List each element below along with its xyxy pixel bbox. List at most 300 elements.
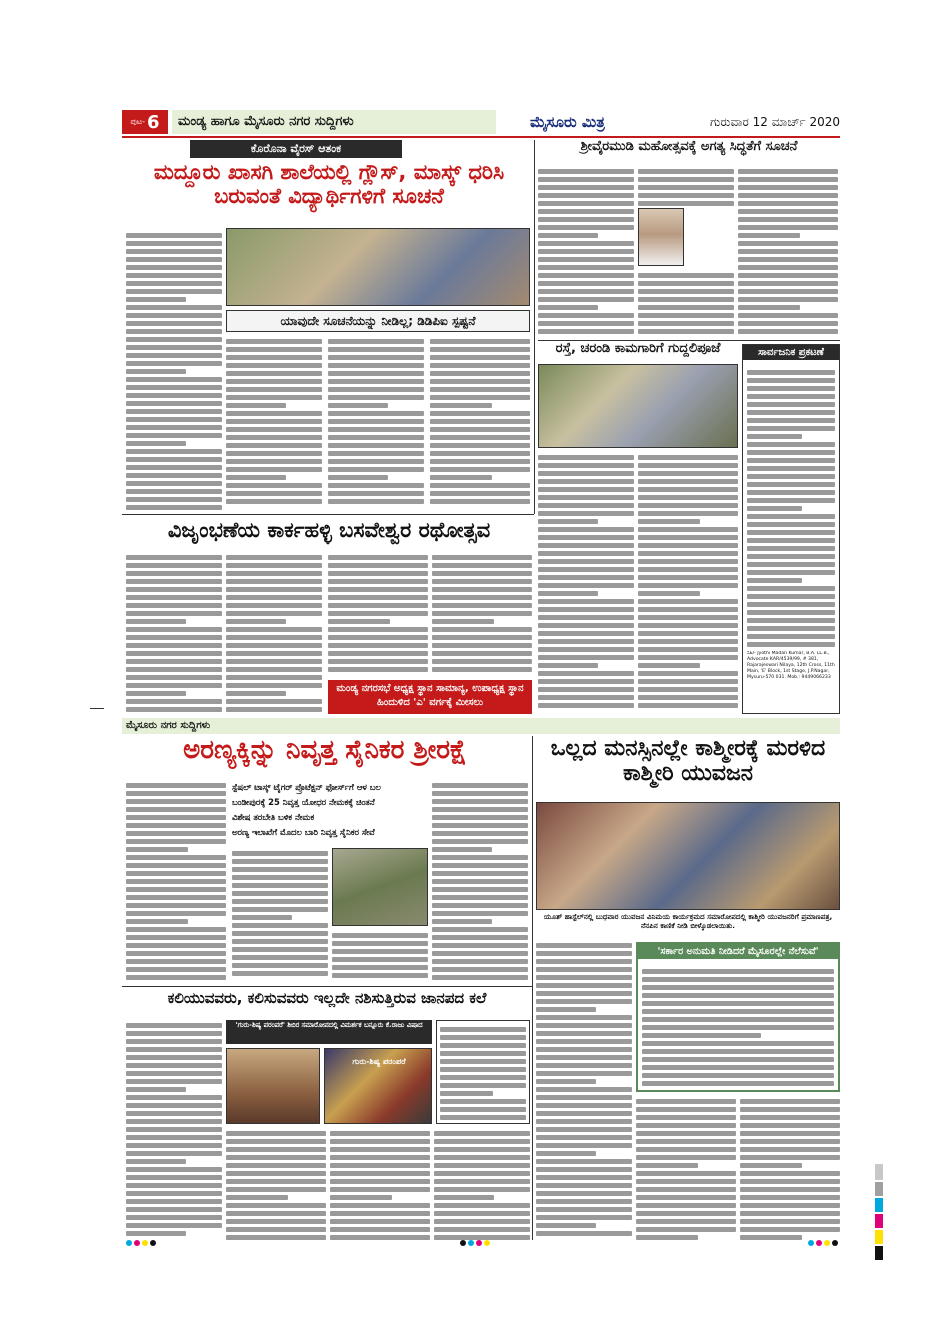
body-text-line [432,967,528,972]
body-text-line [328,651,428,656]
body-text-line [538,225,634,230]
story6-body-col2 [636,1096,736,1240]
newspaper-page [122,110,840,1240]
body-text-line [538,695,634,700]
body-text-line [332,973,428,978]
body-text-line [638,639,738,644]
body-text-line [226,1187,326,1192]
body-text-line [330,1187,430,1192]
body-text-line [126,1031,222,1036]
body-text-line [440,1107,526,1112]
body-text-line [638,281,734,286]
body-text-line [642,977,834,982]
body-text-line [638,177,734,182]
body-text-line [536,1231,632,1236]
story6-headline: ಒಲ್ಲದ ಮನಸ್ಸಿನಲ್ಲೇ ಕಾಶ್ಮೀರಕ್ಕೆ ಮರಳಿದ ಕಾಶ್ಮೀರಿ ಯುವಜನ [550,736,826,787]
body-text-line [126,473,222,478]
body-text-line [226,1171,326,1176]
body-text-line [642,1009,834,1014]
body-text-line [536,1223,596,1228]
body-text-line [538,567,634,572]
body-text-line [432,919,492,924]
body-text-line [126,815,226,820]
body-text-line [740,1211,840,1216]
body-text-line [747,562,835,567]
body-text-line [638,193,734,198]
story6-caption: ಯೂತ್ ಹಾಸ್ಟೆಲ್‌ನಲ್ಲಿ ಬುಧವಾರ ಯುವಜನ ವಿನಿಮಯ ಕಾರ್ಯಕ್ರಮದ ಸಮಾರೋಪದಲ್ಲಿ ಕಾಶ್ಮೀರಿ ಯುವಜನರಿಗೆ ಪ್ರಮಾಣಪತ್ರ, ನೆನಪಿನ ಕಾಣಿಕೆ ನೀಡಿ ಬೀಳ್ಕೊಡಲಾಯಿತು. [543,912,833,931]
body-text-line [430,491,530,496]
body-text-line [434,1187,530,1192]
body-text-line [536,1015,632,1020]
notice-title: ಸಾರ್ವಜನಿಕ ಪ್ರಕಟಣೆ [743,345,839,360]
body-text-line [226,1211,326,1216]
body-text-line [538,519,598,524]
body-text-line [232,891,328,896]
body-text-line [126,1127,222,1132]
body-text-line [226,579,322,584]
body-text-line [740,1203,840,1208]
body-text-line [126,289,222,294]
body-text-line [430,475,492,480]
body-text-line [430,499,530,504]
story2-portrait-photo [638,208,684,266]
body-text-line [432,903,528,908]
body-text-line [330,1227,430,1232]
body-text-line [430,419,530,424]
body-text-line [638,551,738,556]
body-text-line [126,497,222,502]
body-text-line [642,1001,834,1006]
body-text-line [126,643,222,648]
body-text-line [126,273,222,278]
body-text-line [738,233,800,238]
body-text-line [536,1111,632,1116]
body-text-line [126,959,226,964]
story5-headline: ಅರಣ್ಯಕ್ಕಿನ್ನು ನಿವೃತ್ತ ಸೈನಿಕರ ಶ್ರೀರಕ್ಷೆ [183,736,467,765]
body-text-line [126,1079,222,1084]
public-notice-box [742,344,840,714]
body-text-line [638,583,738,588]
body-text-line [328,563,428,568]
body-text-line [747,538,835,543]
body-text-line [432,667,532,672]
story3-groundbreaking-photo [538,364,738,448]
body-text-line [636,1219,736,1224]
body-text-line [432,879,528,884]
body-text-line [740,1115,840,1120]
body-text-line [432,975,528,980]
body-text-line [747,602,835,607]
body-text-line [538,511,634,516]
body-text-line [126,1183,222,1188]
body-text-line [226,587,322,592]
body-text-line [432,927,528,932]
story1-subhead-box [226,310,530,332]
body-text-line [638,297,734,302]
story4-headline: ವಿಜೃಂಭಣೆಯ ಕಾರ್ಕಹಳ್ಳಿ ಬಸವೇಶ್ವರ ರಥೋತ್ಸವ [167,518,491,542]
body-text-line [538,233,598,238]
body-text-line [642,1081,834,1086]
body-text-line [440,1043,526,1048]
body-text-line [642,1065,834,1070]
body-text-line [636,1115,736,1120]
body-text-line [432,659,532,664]
body-text-line [126,791,226,796]
body-text-line [226,707,322,712]
body-text-line [740,1219,840,1224]
body-text-line [328,635,428,640]
body-text-line [328,419,424,424]
body-text-line [226,395,322,400]
body-text-line [126,839,226,844]
body-text-line [126,1231,186,1236]
body-text-line [226,427,322,432]
body-text-line [328,395,424,400]
body-text-line [538,257,634,262]
body-text-line [328,435,424,440]
body-text-line [430,427,530,432]
body-text-line [226,1195,288,1200]
story7-kicker: 'ಗುರು-ಶಿಷ್ಯ ಪರಂಪರೆ' ಶಿಬಿರ ಸಮಾರೋಪದಲ್ಲಿ ವಿಮರ್ಶಕ ಬನ್ನೂರು ಕೆ.ರಾಜು ವಿಷಾದ [226,1020,432,1044]
body-text-line [232,931,328,936]
body-text-line [328,643,428,648]
body-text-line [638,487,738,492]
body-text-line [538,281,634,286]
body-text-line [638,511,738,516]
body-text-line [738,241,838,246]
body-text-line [747,586,835,591]
body-text-line [638,543,738,548]
body-text-line [226,1227,326,1232]
body-text-line [642,985,834,990]
body-text-line [328,611,428,616]
body-text-line [538,209,634,214]
body-text-line [636,1203,736,1208]
body-text-line [747,378,835,383]
body-text-line [330,1139,430,1144]
body-text-line [226,619,286,624]
body-text-line [126,1047,222,1052]
body-text-line [538,631,634,636]
body-text-line [126,489,222,494]
page-header [122,110,840,136]
body-text-line [740,1187,840,1192]
body-text-line [126,385,222,390]
body-text-line [740,1139,840,1144]
body-text-line [226,339,322,344]
body-text-line [538,679,634,684]
body-text-line [536,1063,632,1068]
body-text-line [126,691,186,696]
body-text-line [328,491,424,496]
body-text-line [747,426,835,431]
body-text-line [226,651,322,656]
body-text-line [636,1195,736,1200]
body-text-line [538,487,634,492]
body-text-line [740,1163,802,1168]
body-text-line [636,1147,736,1152]
body-text-line [126,675,222,680]
body-text-line [638,305,734,310]
body-text-line [738,257,838,262]
body-text-line [740,1171,840,1176]
body-text-line [432,855,528,860]
body-text-line [538,559,634,564]
story1-headline: ಮದ್ದೂರು ಖಾಸಗಿ ಶಾಲೆಯಲ್ಲಿ ಗ್ಲೌಸ್, ಮಾಸ್ಕ್ ಧರಿಸಿ ಬರುವಂತೆ ವಿದ್ಯಾರ್ಥಿಗಳಿಗೆ ಸೂಚನೆ [153,160,505,209]
body-text-line [538,201,634,206]
body-text-line [126,635,222,640]
body-text-line [538,265,634,270]
body-text-line [328,371,424,376]
body-text-line [126,967,226,972]
body-text-line [328,467,424,472]
story7-body-col2 [226,1128,326,1240]
body-text-line [430,459,530,464]
story2-body-col2b [638,270,734,338]
body-text-line [740,1147,840,1152]
body-text-line [328,379,424,384]
body-text-line [126,1167,222,1172]
body-text-line [638,615,738,620]
body-text-line [126,481,222,486]
body-text-line [538,273,634,278]
body-text-line [430,483,530,488]
body-text-line [126,831,226,836]
body-text-line [226,675,322,680]
body-text-line [126,863,226,868]
body-text-line [226,635,322,640]
body-text-line [330,1171,430,1176]
body-text-line [430,451,530,456]
body-text-line [432,603,532,608]
body-text-line [738,297,838,302]
body-text-line [328,579,428,584]
body-text-line [226,563,322,568]
body-text-line [738,281,838,286]
body-text-line [536,1135,632,1140]
body-text-line [740,1179,840,1184]
body-text-line [126,1103,222,1108]
body-text-line [638,321,734,326]
body-text-line [642,1041,834,1046]
body-text-line [538,289,634,294]
body-text-line [432,935,528,940]
body-text-line [126,919,188,924]
body-text-line [642,1057,834,1062]
body-text-line [642,1017,834,1022]
body-text-line [332,957,428,962]
body-text-line [747,634,835,639]
body-text-line [226,1235,326,1240]
story5-body-col1 [126,780,226,982]
body-text-line [638,313,734,318]
body-text-line [747,370,835,375]
body-text-line [440,1083,526,1088]
story2-body-col3 [738,166,838,338]
story5-body-col4 [432,780,528,982]
body-text-line [126,441,186,446]
body-text-line [226,499,322,504]
body-text-line [226,371,322,376]
body-text-line [126,361,222,366]
body-text-line [738,289,838,294]
story4-body-col3 [328,552,428,678]
body-text-line [126,337,222,342]
body-text-line [226,379,322,384]
body-text-line [740,1107,840,1112]
body-text-line [328,347,424,352]
body-text-line [738,321,838,326]
body-text-line [126,305,222,310]
body-text-line [636,1123,736,1128]
story1-body-col2 [226,336,322,510]
body-text-line [536,1103,632,1108]
body-text-line [226,435,322,440]
body-text-line [642,1049,834,1054]
body-text-line [328,483,424,488]
body-text-line [636,1235,698,1240]
body-text-line [638,329,734,334]
body-text-line [747,386,835,391]
story4-body-col4 [432,552,532,678]
body-text-line [126,707,222,712]
body-text-line [638,185,734,190]
body-text-line [430,379,530,384]
body-text-line [538,647,634,652]
body-text-line [226,1203,326,1208]
body-text-line [440,1035,526,1040]
body-text-line [636,1179,736,1184]
body-text-line [226,1163,326,1168]
body-text-line [747,530,835,535]
body-text-line [440,1115,526,1120]
body-text-line [434,1203,530,1208]
body-text-line [747,458,835,463]
body-text-line [432,799,528,804]
body-text-line [232,883,328,888]
body-text-line [434,1155,530,1160]
body-text-line [536,943,632,948]
body-text-line [536,1143,632,1148]
body-text-line [432,839,528,844]
body-text-line [126,1119,222,1124]
body-text-line [434,1211,530,1216]
body-text-line [432,831,528,836]
story5-body-col3 [332,930,428,982]
body-text-line [434,1219,530,1224]
body-text-line [232,867,328,872]
body-text-line [538,471,634,476]
body-text-line [738,273,838,278]
body-text-line [328,459,424,464]
body-text-line [126,563,222,568]
body-text-line [538,655,634,660]
body-text-line [538,607,634,612]
body-text-line [430,435,530,440]
body-text-line [432,563,532,568]
body-text-line [126,249,222,254]
body-text-line [328,595,428,600]
body-text-line [328,355,424,360]
body-text-line [432,911,528,916]
body-text-line [126,321,222,326]
body-text-line [126,1111,222,1116]
body-text-line [538,321,634,326]
body-text-line [747,642,835,647]
body-text-line [538,551,634,556]
body-text-line [126,417,222,422]
body-text-line [538,583,634,588]
body-text-line [226,451,322,456]
body-text-line [126,1135,222,1140]
page-label: ಪುಟ- [130,117,146,126]
body-text-line [126,1095,222,1100]
body-text-line [126,895,226,900]
body-text-line [126,297,186,302]
body-text-line [432,611,532,616]
body-text-line [432,571,532,576]
story7-quote-body [440,1024,526,1120]
body-text-line [126,595,222,600]
body-text-line [126,1223,222,1228]
body-text-line [126,619,186,624]
body-text-line [226,347,322,352]
story1-body-col1 [126,230,222,510]
body-text-line [638,559,738,564]
body-text-line [747,482,835,487]
notice-body [747,367,835,647]
body-text-line [330,1219,430,1224]
body-text-line [126,353,222,358]
body-text-line [432,651,532,656]
story2-body-col1 [538,166,634,338]
story2-headline: ಶ್ರೀವೈರಮುಡಿ ಮಹೋತ್ಸವಕ್ಕೆ ಅಗತ್ಯ ಸಿದ್ಧತೆಗೆ ಸೂಚನೆ [580,140,798,154]
story5-bullet-3: ವಿಶೇಷ ತರಬೇತಿ ಬಳಿಕ ನೇಮಕ [232,812,315,822]
body-text-line [638,671,738,676]
body-text-line [328,499,424,504]
body-text-line [536,1023,632,1028]
body-text-line [636,1187,736,1192]
body-text-line [126,951,226,956]
body-text-line [536,1087,632,1092]
body-text-line [740,1099,840,1104]
body-text-line [126,659,222,664]
body-text-line [747,546,835,551]
body-text-line [126,241,222,246]
body-text-line [538,575,634,580]
body-text-line [126,871,226,876]
body-text-line [434,1131,530,1136]
body-text-line [126,1159,186,1164]
body-text-line [232,963,328,968]
body-text-line [638,519,700,524]
body-text-line [747,466,835,471]
body-text-line [747,450,835,455]
story5-bullet-2: ಬಂಡೀಪುರಕ್ಕೆ 25 ನಿವೃತ್ತ ಯೋಧರ ನೇಮಕಕ್ಕೆ ಚಿಂತನೆ [232,797,375,807]
body-text-line [636,1171,736,1176]
body-text-line [642,993,834,998]
body-text-line [226,491,322,496]
body-text-line [232,915,292,920]
body-text-line [328,363,424,368]
story7-body-col1 [126,1020,222,1240]
body-text-line [430,443,530,448]
body-text-line [740,1235,802,1240]
body-text-line [538,495,634,500]
body-text-line [126,571,222,576]
body-text-line [126,465,222,470]
body-text-line [432,555,532,560]
